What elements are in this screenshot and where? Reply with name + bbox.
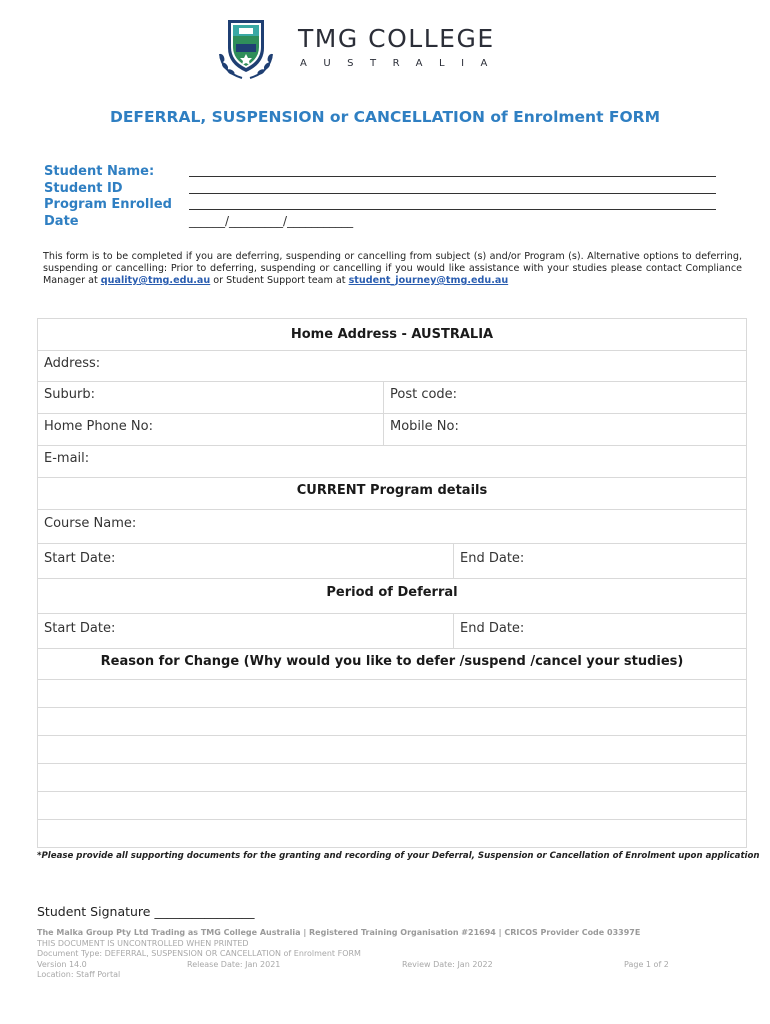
reason-line[interactable] xyxy=(38,736,747,764)
header xyxy=(0,10,770,82)
footer-page-number: Page 1 of 2 xyxy=(624,959,669,969)
date-label: Date xyxy=(44,213,79,229)
program-enrolled-field[interactable] xyxy=(189,209,716,210)
address-row xyxy=(38,351,747,382)
intro-text-2: or Student Support team at xyxy=(210,275,349,286)
student-id-field[interactable] xyxy=(189,193,716,194)
footer-uncontrolled-line: THIS DOCUMENT IS UNCONTROLLED WHEN PRINTED xyxy=(37,938,249,948)
email-field[interactable]: E-mail: xyxy=(38,446,747,477)
address-field[interactable]: Address: xyxy=(38,351,747,381)
college-crest-logo xyxy=(212,14,280,82)
student-name-label: Student Name: xyxy=(44,164,155,179)
intro-text-1: This form is to be completed if you are deferring, suspending or cancelling from subject (s) and/or Program (s). Alternative options to deferring, suspending or cancelling: Prior to deferring, suspending or cancelling if you would like assistance with your studies please contact Compliance Manager at xyxy=(43,251,742,286)
reason-line-cell[interactable] xyxy=(38,736,747,763)
program-enrolled-row xyxy=(44,197,724,214)
date-field[interactable]: ______/_________/___________ xyxy=(189,213,354,228)
period-dates-row xyxy=(38,614,747,649)
course-name-row xyxy=(38,510,747,544)
postcode-field[interactable]: Post code: xyxy=(384,382,747,413)
reason-line[interactable] xyxy=(38,680,747,708)
reason-line-cell[interactable] xyxy=(38,820,747,847)
mobile-field[interactable]: Mobile No: xyxy=(384,414,747,445)
period-of-deferral-heading: Period of Deferral xyxy=(38,579,747,613)
course-name-field[interactable]: Course Name: xyxy=(38,510,747,543)
brand-name: TMG COLLEGE xyxy=(298,24,495,53)
student-support-email-link[interactable]: student_journey@tmg.edu.au xyxy=(348,275,509,286)
home-phone-field[interactable]: Home Phone No: xyxy=(38,414,384,445)
reason-line-cell[interactable] xyxy=(38,708,747,735)
reason-line-cell[interactable] xyxy=(38,792,747,819)
reason-line[interactable] xyxy=(38,792,747,820)
supporting-documents-note: *Please provide all supporting documents for the granting and recording of your Deferral, Suspension or Cancellation of Enrolment upon application xyxy=(37,851,760,861)
student-id-row xyxy=(44,181,724,198)
email-row xyxy=(38,446,747,478)
reason-line-cell[interactable] xyxy=(38,764,747,791)
program-end-date-field[interactable]: End Date: xyxy=(454,544,747,578)
footer-review-date: Review Date: Jan 2022 xyxy=(402,959,493,969)
program-enrolled-label: Program Enrolled xyxy=(44,197,172,212)
footer-release-date: Release Date: Jan 2021 xyxy=(187,959,281,969)
student-id-label: Student ID xyxy=(44,180,123,196)
home-address-heading-row xyxy=(38,319,747,351)
footer-location: Location: Staff Portal xyxy=(37,970,121,979)
student-info-section xyxy=(44,164,724,230)
home-address-heading: Home Address - AUSTRALIA xyxy=(38,319,747,350)
details-table xyxy=(37,318,747,848)
suburb-field[interactable]: Suburb: xyxy=(38,382,384,413)
reason-line[interactable] xyxy=(38,764,747,792)
program-dates-row xyxy=(38,544,747,579)
suburb-postcode-row xyxy=(38,382,747,414)
current-program-heading-row xyxy=(38,478,747,510)
deferral-end-date-field[interactable]: End Date: xyxy=(454,614,747,648)
deferral-start-date-field[interactable]: Start Date: xyxy=(38,614,454,648)
student-name-field[interactable] xyxy=(189,176,716,177)
reason-line[interactable] xyxy=(38,708,747,736)
reason-line[interactable] xyxy=(38,820,747,848)
program-start-date-field[interactable]: Start Date: xyxy=(38,544,454,578)
period-heading-row xyxy=(38,579,747,614)
footer-version-row xyxy=(37,960,737,971)
footer-organisation-line: The Malka Group Pty Ltd Trading as TMG College Australia | Registered Training Organisation #21694 | CRICOS Provider Code 03397E xyxy=(37,928,641,937)
form-title: DEFERRAL, SUSPENSION or CANCELLATION of Enrolment FORM xyxy=(109,108,661,126)
compliance-email-link[interactable]: quality@tmg.edu.au xyxy=(100,275,211,286)
date-row xyxy=(44,214,724,231)
reason-heading-row xyxy=(38,649,747,680)
student-signature-field[interactable]: Student Signature ________________ xyxy=(37,904,255,919)
student-name-row xyxy=(44,164,724,181)
reason-line-cell[interactable] xyxy=(38,680,747,707)
intro-paragraph xyxy=(43,251,742,287)
footer-version: Version 14.0 xyxy=(37,959,87,969)
phone-row xyxy=(38,414,747,446)
brand-subtitle: AUSTRALIA xyxy=(300,58,504,69)
reason-for-change-heading: Reason for Change (Why would you like to defer /suspend /cancel your studies) xyxy=(38,649,747,679)
footer xyxy=(37,928,737,981)
current-program-heading: CURRENT Program details xyxy=(38,478,747,509)
footer-document-type-line: Document Type: DEFERRAL, SUSPENSION OR CANCELLATION of Enrolment FORM xyxy=(37,949,361,958)
